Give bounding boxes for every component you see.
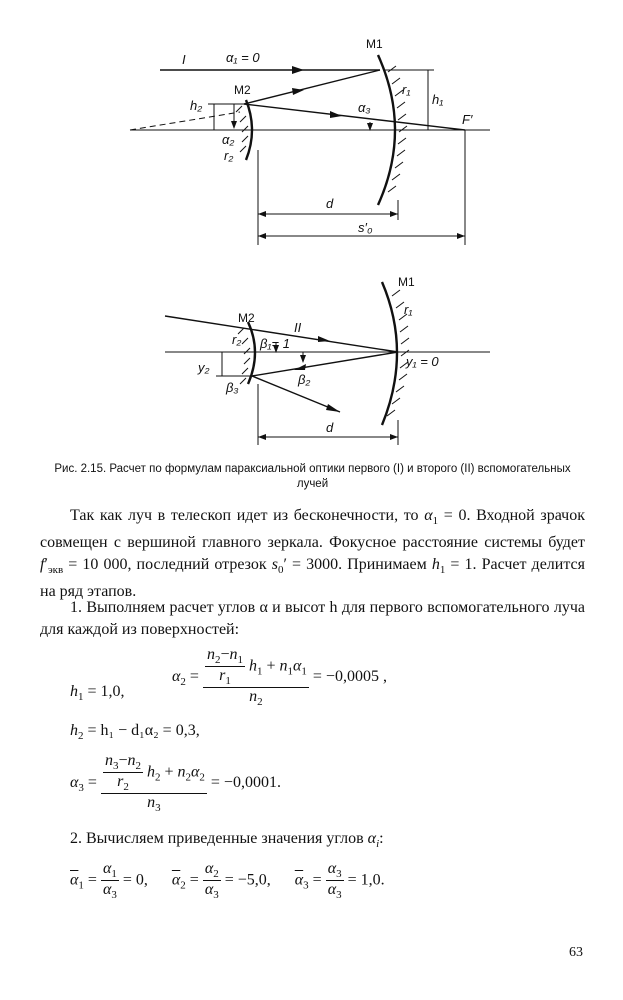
- ray-label-II: II: [294, 320, 302, 335]
- equation-h2: $h_2 = h_1 - d_1\alpha_2 = 0,3$,: [70, 722, 200, 743]
- alpha-bar2-value: = −5,0,: [224, 871, 271, 889]
- m2-label-bottom: M2: [238, 311, 255, 325]
- r1-label-bottom: r₁: [404, 302, 413, 317]
- para1-part1: Так как луч в телескоп идет из бесконечности, то: [70, 507, 425, 524]
- page-number: 63: [569, 945, 583, 960]
- equation-reduced-angles: $\overline{\alpha}_1$ = $\frac{\alpha_1}{\alpha_3}$ = 0, $\overline{\alpha}_2$ = $\frac{\alpha_2}{\alpha_3}$ = −5,0, $\overline{\alpha}_3$ = $\frac{\alpha_3}{\alpha_3}$ = 1,0.: [70, 860, 385, 902]
- bottom-diagram: [165, 275, 490, 445]
- h1-value: = 1,0,: [87, 683, 125, 700]
- r2-label-top: r₂: [224, 148, 234, 163]
- alpha-bar3-value: = 1,0.: [347, 871, 385, 889]
- m2-label-top: M2: [234, 83, 251, 97]
- beta2-label: β₂: [298, 372, 311, 387]
- alpha1-label: α₁ = 0: [226, 50, 260, 65]
- ray-2-reflected: [252, 352, 398, 376]
- beta1-label: β₁= 1: [260, 336, 290, 351]
- ray-m2-to-focus: [244, 104, 465, 130]
- ray-m1-to-m2: [244, 70, 380, 104]
- equation-alpha3: $\alpha_3$ = $\frac{n_3-n_2}{r_2}$ $h_2 + n_2\alpha_2$ $n_3$ = −0,0001.: [70, 752, 281, 815]
- equation-h1: $h_1 = 1,0$,: [70, 683, 125, 704]
- mirror-m2-bottom: [248, 322, 255, 384]
- ray-2-out: [252, 376, 340, 412]
- r1-label-top: r₁: [402, 82, 411, 97]
- optical-figure: [0, 0, 623, 460]
- alpha2-label: α₂: [222, 132, 235, 147]
- alpha3-result: = −0,0001.: [210, 773, 281, 791]
- top-diagram: [130, 37, 490, 245]
- alpha2-fraction: $\frac{n_2-n_1}{r_1}$ $h_1 + n_1\alpha_1$ $n_2$: [203, 646, 309, 709]
- alpha3-fraction: $\frac{n_3-n_2}{r_2}$ $h_2 + n_2\alpha_2$ $n_3$: [101, 752, 207, 815]
- d-label-top: d: [326, 196, 334, 211]
- alpha-bar1-value: = 0,: [122, 871, 148, 889]
- alpha3-label: α₃: [358, 100, 371, 115]
- para3-text: 2. Вычисляем приведенные значения углов: [70, 830, 368, 847]
- figure-caption: Рис. 2.15. Расчет по формулам параксиальной оптики первого (I) и второго (II) вспомогательных лучей: [54, 463, 571, 490]
- para1-part2: = 0. Входной зрачок совмещен с вершиной главного зеркала. Фокусное расстояние системы будет: [40, 507, 586, 552]
- para1-part4: = 3000. Принимаем: [286, 556, 432, 574]
- d-label-bottom: d: [326, 420, 334, 435]
- ray-label-I: I: [182, 52, 186, 67]
- para1-part3: = 10 000, последний отрезок: [63, 556, 272, 574]
- extended-ray-dashed: [130, 112, 240, 130]
- focus-label: F′: [462, 112, 473, 127]
- m1-label-top: M1: [366, 37, 383, 51]
- mirror-m2-hatch: [236, 106, 248, 152]
- para1-part5: = 1. Расчет делится на ряд этапов.: [40, 556, 585, 601]
- beta3-label: β₃: [226, 380, 239, 395]
- paragraph-step2: 2. Вычисляем приведенные значения углов $\alpha_i$:: [70, 830, 384, 851]
- r2-label-bottom: r₂: [232, 332, 242, 347]
- h1-label: h₁: [432, 92, 444, 107]
- s0-label: s′₀: [358, 220, 373, 235]
- alpha2-result: = −0,0005 ,: [312, 667, 387, 685]
- paragraph-step1: 1. Выполняем расчет углов α и высот h для первого вспомогательного луча для каждой из поверхностей:: [40, 599, 585, 638]
- f-subscript: экв: [47, 564, 64, 577]
- equation-alpha2: $\alpha_2$ = $\frac{n_2-n_1}{r_1}$ $h_1 + n_1\alpha_1$ $n_2$ = −0,0005 ,: [172, 646, 387, 709]
- h2-value: = h₁ − d₁α₂ = 0,3,: [87, 722, 200, 739]
- h2-label: h₂: [190, 98, 203, 113]
- m1-label-bottom: M1: [398, 275, 415, 289]
- y2-label: y₂: [198, 360, 210, 375]
- paragraph-intro: Так как луч в телескоп идет из бесконечности, то $\alpha_1 = 0$. Входной зрачок совмещен с вершиной главного зеркала. Фокусное расстояние системы будет $f'_{экв} = 10$ 000, последний отрезок $s_0' = 3000$. Принимаем $h_1 = 1$. Расчет делится на ряд этапов.: [40, 507, 586, 601]
- y1-label: y₁ = 0: [406, 354, 439, 369]
